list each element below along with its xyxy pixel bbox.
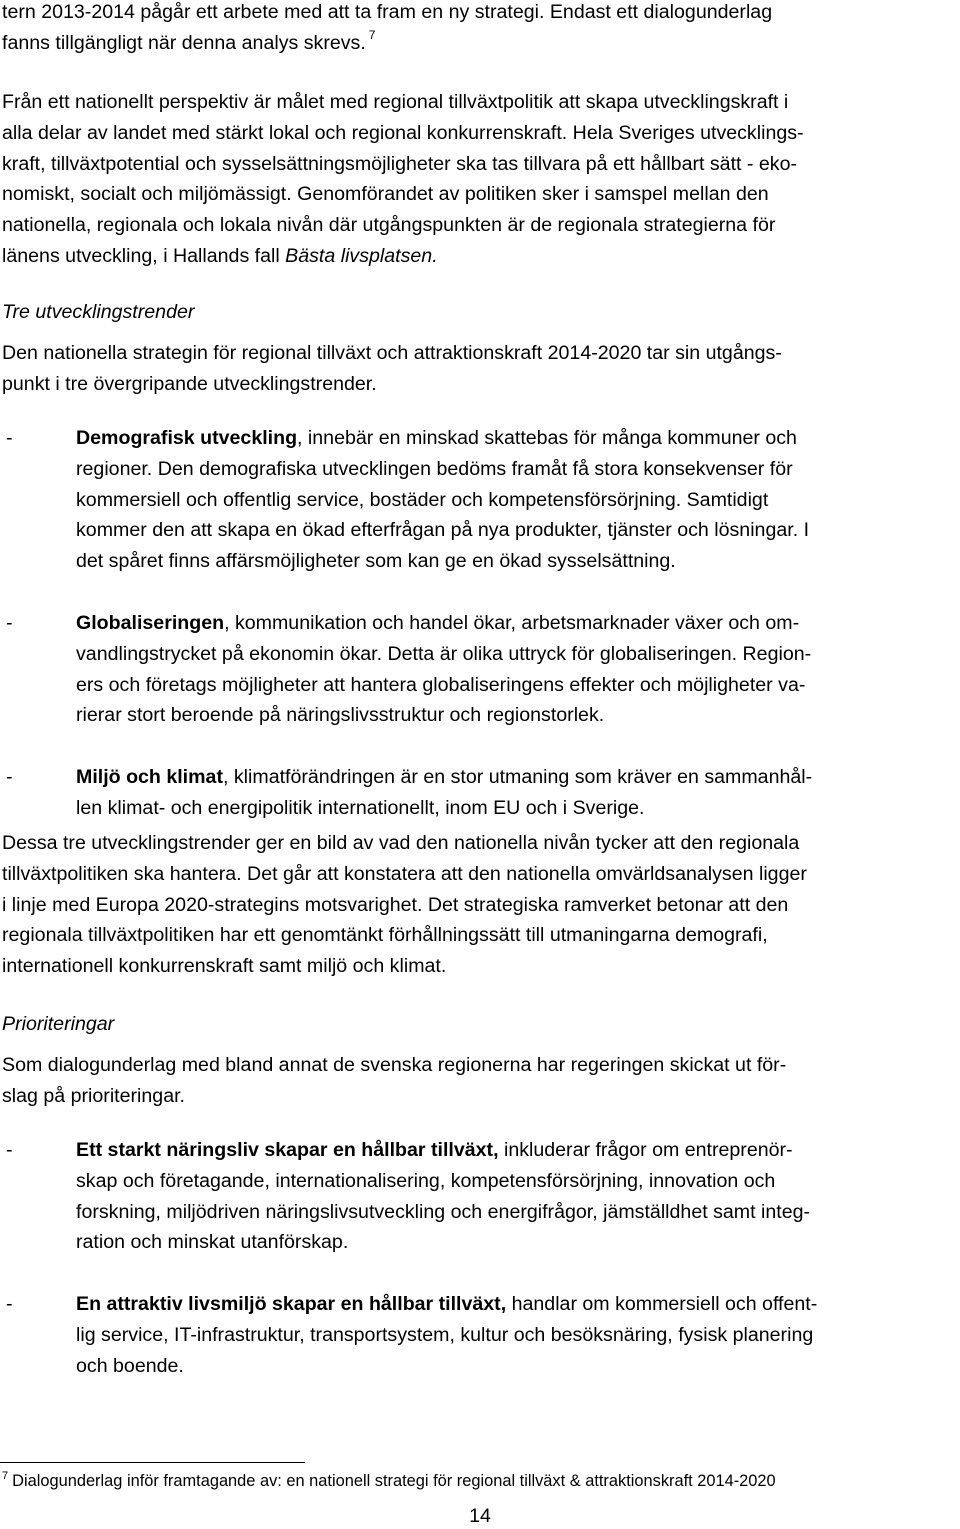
- text-line: Som dialogunderlag med bland annat de svenska regionerna har regeringen skickat ut för-: [2, 1054, 787, 1076]
- paragraph-strategy-status: [0, 0, 772, 59]
- text-line: [2, 241, 804, 272]
- text-line: regioner. Den demografiska utvecklingen bedöms framåt få stora konsekvenser för: [76, 457, 793, 480]
- list-item-title: Demografisk utveckling: [76, 427, 298, 449]
- text-line: ers och företags möjligheter att hantera globaliseringens effekter och möjligheter va-: [76, 673, 806, 696]
- text-line-content: , kommunikation och handel ökar, arbetsmarknader växer och om-: [224, 612, 800, 634]
- text-line-content: länens utveckling, i Hallands fall: [2, 244, 286, 267]
- text-line: i linje med Europa 2020-strategins motsvarighet. Det strategiska ramverket betonar att den: [2, 893, 789, 916]
- list-dash: -: [6, 1139, 13, 1161]
- text-line: regionala tillväxtpolitiken har ett genomtänkt förhållningssätt till utmaningarna demografi,: [2, 924, 768, 947]
- text-line: punkt i tre övergripande utvecklingstrender.: [2, 372, 377, 395]
- list-item-priority-living-environment: [0, 1289, 817, 1381]
- list-item-title: Globaliseringen: [76, 612, 225, 634]
- footnote: [2, 1470, 776, 1494]
- text-line: [76, 1289, 817, 1320]
- list-item-trend-demographic: [0, 423, 809, 577]
- text-line-content: , klimatförändringen är en stor utmaning som kräver en sammanhål-: [222, 766, 813, 788]
- text-line: Dessa tre utvecklingstrender ger en bild av vad den nationella nivån tycker att den regionala: [2, 832, 800, 854]
- text-line: slag på prioriteringar.: [2, 1084, 185, 1107]
- text-line: rierar stort beroende på näringslivsstruktur och regionstorlek.: [76, 704, 605, 727]
- text-line: nomiskt, socialt och miljömässigt. Genomförandet av politiken sker i samspel mellan den: [2, 183, 769, 206]
- text-line: tern 2013-2014 pågår ett arbete med att ta fram en ny strategi. Endast ett dialogunderlag: [2, 1, 773, 23]
- paragraph-national-perspective: [0, 87, 804, 272]
- text-line: Den nationella strategin för regional tillväxt och attraktionskraft 2014-2020 tar sin utgångs-: [2, 342, 782, 364]
- section-heading-priorities: Prioriteringar: [2, 1013, 115, 1035]
- list-item-priority-business: [0, 1135, 810, 1258]
- text-line: tillväxtpolitiken ska hantera. Det går att konstatera att den nationella omvärldsanalysen ligger: [2, 862, 807, 885]
- paragraph-trends-intro: [0, 338, 782, 400]
- list-item-trend-globalisation: [0, 608, 811, 731]
- footnote-divider: [0, 1462, 305, 1463]
- text-line: lig service, IT-infrastruktur, transportsystem, kultur och besöksnäring, fysisk planering: [76, 1323, 814, 1346]
- list-item-title: En attraktiv livsmiljö skapar en hållbar tillväxt,: [76, 1293, 507, 1315]
- text-line-content: , innebär en minskad skattebas för många kommuner och: [297, 427, 797, 449]
- text-line: internationell konkurrenskraft samt miljö och klimat.: [2, 955, 447, 978]
- text-line: kommer den att skapa en ökad efterfrågan på nya produkter, tjänster och lösningar. I: [76, 519, 810, 542]
- paragraph-trends-summary: [0, 828, 807, 982]
- text-line: kraft, tillväxtpotential och sysselsättningsmöjligheter ska tas tillvara på ett hållbart sätt - eko-: [2, 152, 797, 175]
- text-line: ration och minskat utanförskap.: [76, 1231, 349, 1254]
- text-line: len klimat- och energipolitik internationellt, inom EU och i Sverige.: [76, 796, 645, 819]
- list-dash: -: [6, 1293, 13, 1315]
- text-line: [76, 762, 812, 793]
- text-line: [76, 1135, 810, 1166]
- footnote-text: Dialogunderlag inför framtagande av: en nationell strategi för regional tillväxt & attraktionskraft 2014-2020: [12, 1472, 776, 1490]
- strategy-name: Bästa livsplatsen.: [285, 244, 438, 267]
- text-line: [76, 608, 811, 639]
- text-line-content: fanns tillgängligt när denna analys skrevs.: [2, 31, 366, 54]
- list-item-title: Ett starkt näringsliv skapar en hållbar tillväxt,: [76, 1139, 499, 1161]
- text-line: forskning, miljödriven näringslivsutveckling och energifrågor, jämställdhet samt integ-: [76, 1200, 811, 1223]
- text-line: kommersiell och offentlig service, bostäder och kompetensförsörjning. Samtidigt: [76, 488, 769, 511]
- footnote-reference[interactable]: 7: [368, 27, 376, 42]
- text-line: vandlingstrycket på ekonomin ökar. Detta är olika uttryck för globaliseringen. Region-: [76, 642, 812, 665]
- section-heading-trends: Tre utvecklingstrender: [2, 301, 195, 323]
- text-line-content: inkluderar frågor om entreprenör-: [498, 1139, 793, 1161]
- paragraph-priorities-intro: [0, 1050, 786, 1112]
- list-dash: -: [6, 427, 13, 449]
- text-line: [2, 28, 772, 59]
- text-line: Från ett nationellt perspektiv är målet med regional tillväxtpolitik att skapa utvecklingskraft i: [2, 91, 789, 113]
- page-number: 14: [469, 1505, 491, 1527]
- footnote-number: 7: [2, 1470, 9, 1482]
- list-item-trend-climate: [0, 762, 812, 824]
- text-line: alla delar av landet med stärkt lokal och regional konkurrenskraft. Hela Sveriges utvecklings-: [2, 121, 804, 144]
- text-line: [76, 423, 809, 454]
- text-line: det spåret finns affärsmöjligheter som kan ge en ökad sysselsättning.: [76, 550, 676, 573]
- text-line-content: handlar om kommersiell och offent-: [506, 1293, 818, 1315]
- text-line: nationella, regionala och lokala nivån där utgångspunkten är de regionala strategierna för: [2, 214, 776, 237]
- text-line: skap och företagande, internationalisering, kompetensförsörjning, innovation och: [76, 1169, 776, 1192]
- list-dash: -: [6, 766, 13, 788]
- list-item-title: Miljö och klimat: [76, 766, 223, 788]
- text-line: och boende.: [76, 1354, 184, 1377]
- list-dash: -: [6, 612, 13, 634]
